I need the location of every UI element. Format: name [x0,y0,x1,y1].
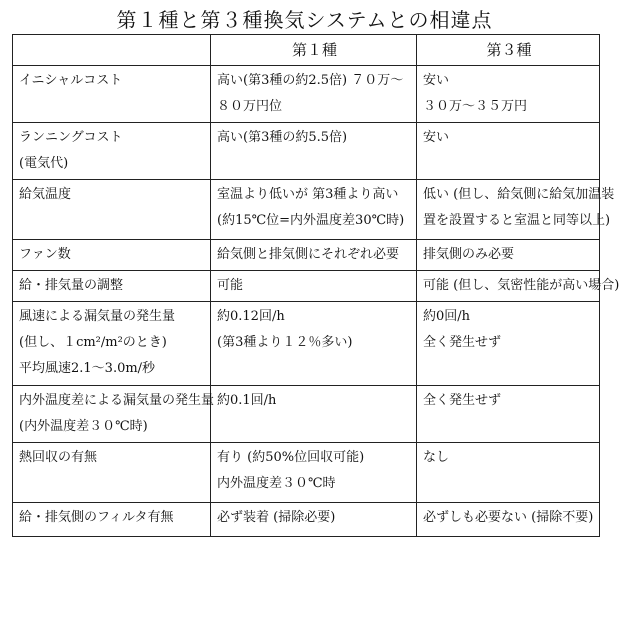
cell-text-line: 約0.1回/h [217,393,277,408]
row-type3-cell [417,271,619,302]
cell-text-line: 安い [423,73,450,88]
row-item-cell [13,271,211,302]
row-item-cell [13,386,215,443]
cell-text-line: 有り (約50%位回収可能) [217,450,365,465]
cell-text-line: なし [423,450,450,465]
cell-text-line: 可能 [217,278,244,293]
header-type3: 第３種 [417,35,600,66]
header-row [13,35,600,66]
row-type3-cell [417,66,600,123]
row-item-cell [13,503,211,537]
cell-text-line: 可能 (但し、気密性能が高い場合) [423,278,619,293]
cell-text-line: (但し、１cm²/m²のとき) [19,335,167,350]
header-type1: 第１種 [211,35,417,66]
row-item-cell [13,66,211,123]
cell-text-line: 内外温度差３０℃時 [217,476,336,491]
row-type3-cell [417,386,600,443]
table-row [13,271,600,302]
table-row [13,302,600,386]
cell-text-line: 必ずしも必要ない (掃除不要) [423,510,594,525]
table-row [13,503,600,537]
cell-text-line: 約0.12回/h [217,309,285,324]
cell-text-line: 給気温度 [19,187,72,202]
cell-text-line: 給気側と排気側にそれぞれ必要 [217,247,400,262]
row-item-cell [13,443,211,503]
cell-text-line: 全く発生せず [423,393,502,408]
row-item-cell [13,123,211,180]
cell-text-line: 室温より低いが 第3種より高い [217,187,399,202]
cell-text-line: ８０万円位 [217,99,283,114]
table-row [13,66,600,123]
cell-text-line: ランニングコスト [19,130,123,145]
cell-text-line: イニシャルコスト [19,73,123,88]
header-item [13,35,211,66]
cell-text-line: 内外温度差による漏気量の発生量 [19,393,215,408]
row-item-cell [13,240,211,271]
cell-text-line: ３０万～３５万円 [423,99,528,114]
table-row [13,240,600,271]
cell-text-line: 風速による漏気量の発生量 [19,309,176,324]
row-type1-cell [211,443,417,503]
cell-text-line: (約15℃位=内外温度差30℃時) [217,213,405,228]
row-type1-cell [211,66,417,123]
cell-text-line: 必ず装着 (掃除必要) [217,510,336,525]
cell-text-line: 排気側のみ必要 [423,247,515,262]
cell-text-line: (第3種より１２％多い) [217,335,353,350]
page-title: 第１種と第３種換気システムとの相違点 [116,8,493,32]
row-type3-cell [417,302,600,386]
cell-text-line: 高い(第3種の約5.5倍) [217,130,348,145]
row-type1-cell [211,302,417,386]
row-type1-cell [211,503,417,537]
comparison-table [12,34,619,537]
cell-text-line: (電気代) [19,156,69,171]
row-item-cell [13,302,211,386]
row-type1-cell [211,180,417,240]
table-row [13,443,600,503]
cell-text-line: 高い(第3種の約2.5倍) ７０万～ [217,73,404,88]
cell-text-line: (内外温度差３０℃時) [19,419,148,434]
row-type1-cell [211,123,417,180]
table-row [13,386,600,443]
row-type3-cell [417,503,600,537]
row-item-cell [13,180,211,240]
cell-text-line: 安い [423,130,450,145]
cell-text-line: 給・排気側のフィルタ有無 [19,510,174,525]
row-type3-cell [417,180,615,240]
row-type1-cell [211,240,417,271]
row-type1-cell [211,271,417,302]
row-type3-cell [417,240,600,271]
cell-text-line: ファン数 [19,247,71,262]
cell-text-line: 給・排気量の調整 [19,278,124,293]
cell-text-line: 平均風速2.1～3.0m/秒 [19,361,156,376]
cell-text-line: 置を設置すると室温と同等以上) [423,213,611,228]
row-type3-cell [417,123,600,180]
cell-text-line: 約0回/h [423,309,471,324]
row-type1-cell [211,386,417,443]
table-row [13,123,600,180]
cell-text-line: 低い (但し、給気側に給気加温装 [423,187,615,202]
row-type3-cell [417,443,600,503]
table-row [13,180,600,240]
cell-text-line: 熱回収の有無 [19,450,98,465]
cell-text-line: 全く発生せず [423,335,502,350]
